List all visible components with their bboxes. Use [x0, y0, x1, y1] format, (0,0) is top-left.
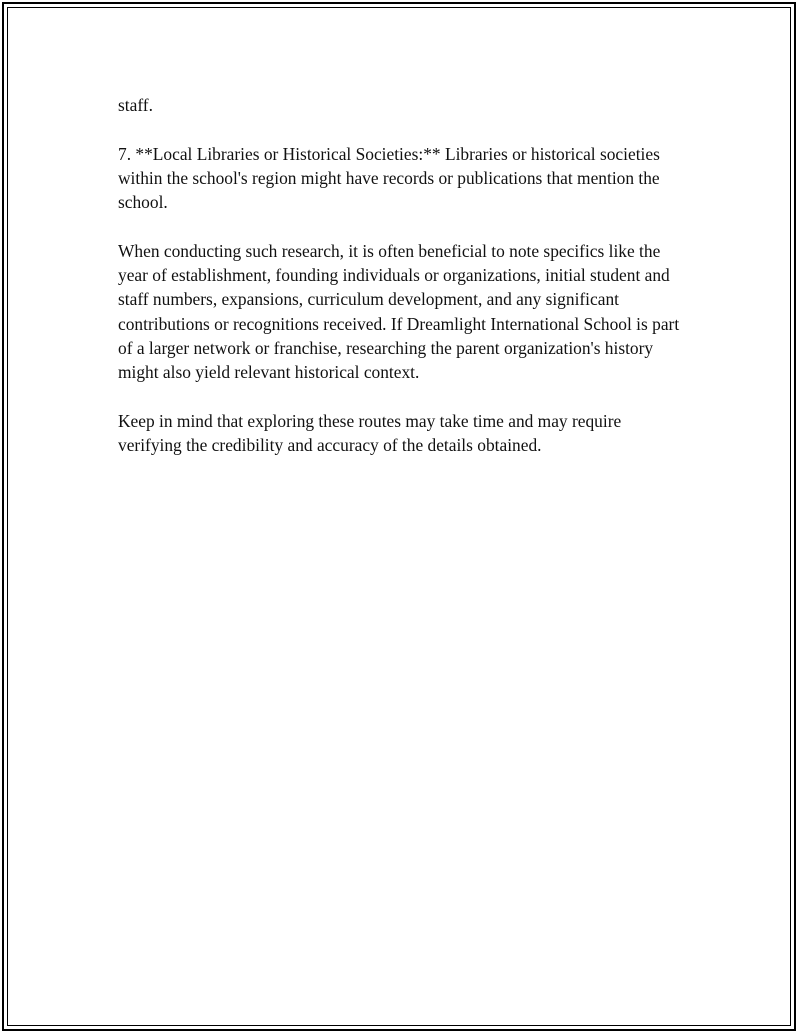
paragraph-continuation: staff. [118, 95, 153, 115]
document-body [118, 93, 683, 482]
paragraph-local-libraries: 7. **Local Libraries or Historical Societies:** Libraries or historical societies within the school's region might have records or publications that mention the school. [118, 143, 660, 213]
paragraph-closing-note: Keep in mind that exploring these routes may take time and may require verifying the credibility and accuracy of the details obtained. [118, 410, 622, 456]
paragraph-research-specifics: When conducting such research, it is often beneficial to note specifics like the year of establishment, founding individuals or organizations, initial student and staff numbers, expansions, curriculum development, and any significant contributions or recognitions received. If Dreamlight International School is part of a larger network or franchise, researching the parent organization's history might also yield relevant historical context. [118, 240, 680, 383]
